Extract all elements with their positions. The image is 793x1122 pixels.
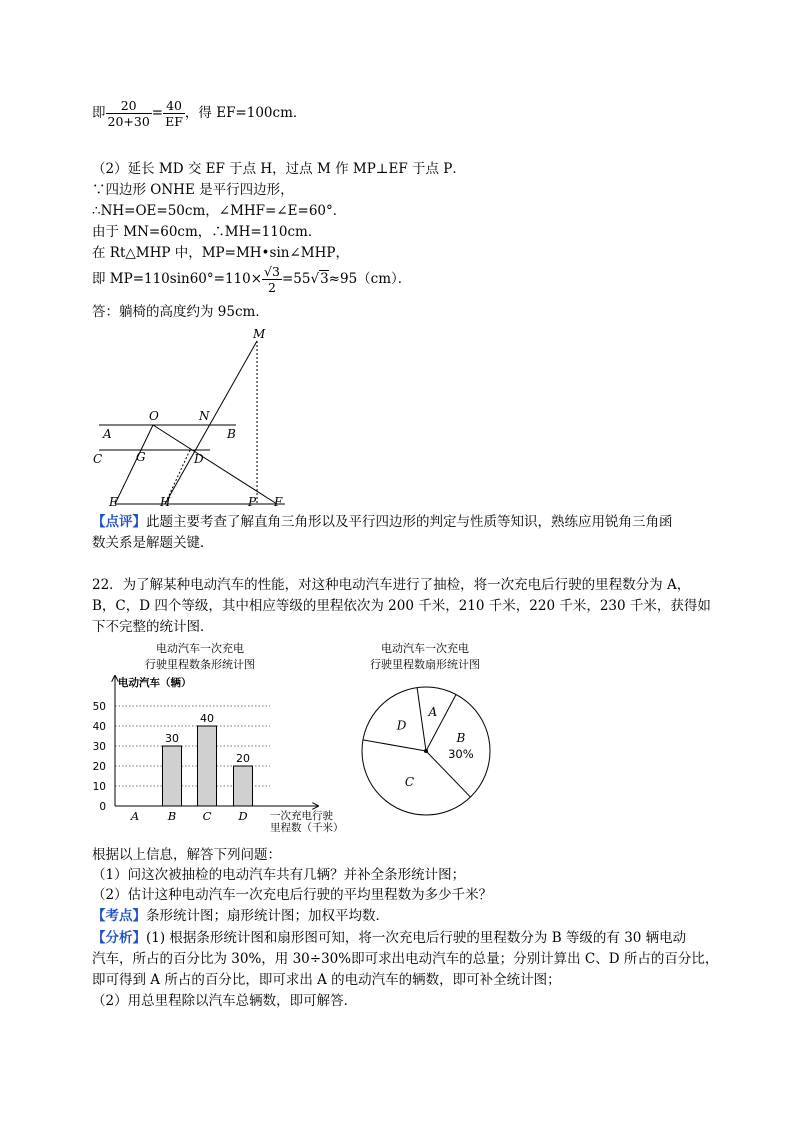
fraction-sqrt3-over-2: $\frac{√3}{2}$: [264, 264, 280, 295]
fraction-2: $\frac{40}{EF}$: [165, 98, 183, 129]
bar-y-tick: 40: [92, 721, 106, 733]
bar-value-label: 30: [165, 732, 179, 745]
bar-x-label-2: 里程数（千米）: [270, 822, 344, 834]
bar-category-b: B: [167, 809, 177, 823]
bar-category-c: C: [202, 809, 212, 823]
label-h: H: [160, 495, 171, 509]
pie-label-c: C: [404, 775, 415, 790]
pie-label-d: D: [396, 718, 407, 733]
pie-label-a: A: [428, 704, 438, 719]
sqrt-3: √3: [310, 271, 329, 287]
kaodian-tag: 【考点】: [92, 908, 146, 924]
comment-line-2: 数关系是解题关键．: [92, 535, 214, 551]
question-22-line-2: B，C，D 四个等级，其中相应等级的里程依次为 200 千米，210 千米，220 千米，230 千米，获得如: [92, 598, 711, 614]
bar-y-tick: 20: [92, 761, 106, 773]
bar-y-label: 电动汽车（辆）: [118, 677, 192, 689]
label-p: P: [248, 495, 257, 509]
after-line-1: 根据以上信息，解答下列问题：: [92, 847, 281, 863]
bar-y-tick: 50: [92, 701, 106, 713]
label-c: C: [93, 452, 103, 466]
bar-x-label-1: 一次充电行驶: [270, 810, 333, 822]
kaodian-line: 【考点】条形统计图；扇形统计图；加权平均数．: [92, 908, 389, 924]
bar-y-tick: 10: [92, 781, 106, 793]
fenxi-line-2: 汽车，所占的百分比为 30%，用 30÷30%即可求出电动汽车的总量；分别计算出 C、D 所占的百分比，: [92, 951, 719, 967]
bar-c: [198, 726, 217, 806]
label-g: G: [136, 450, 146, 464]
pie-center: [424, 749, 428, 753]
pie-slice-boundary: [363, 740, 426, 751]
solution-line-3: ∴NH=OE=50cm，∠MHF=∠E=60°．: [92, 203, 347, 219]
bar-chart: [80, 672, 360, 840]
pie-label-b: B: [456, 731, 466, 746]
equation-ef: 即 $\frac{20}{20+30}$ = $\frac{40}{EF}$ ，得 EF=100cm．: [92, 98, 307, 129]
pie-chart: [355, 672, 515, 832]
question-22-line-3: 下不完整的统计图．: [92, 619, 214, 635]
bar-chart-title: 电动汽车一次充电 行驶里程数条形统计图: [145, 642, 255, 671]
pie-slice-boundary: [426, 694, 456, 751]
bar-value-label: 20: [236, 752, 250, 765]
label-d: D: [194, 452, 204, 466]
fenxi-line-3: 即可得到 A 所占的百分比，即可求出 A 的电动汽车的辆数，即可补全统计图；: [92, 972, 561, 988]
solution-line-1: （2）延长 MD 交 EF 于点 H，过点 M 作 MP⊥EF 于点 P．: [92, 161, 466, 177]
pie-slice-boundary: [417, 688, 426, 751]
bar-b: [163, 746, 182, 806]
label-e: E: [109, 495, 118, 509]
bar-category-d: D: [238, 809, 248, 823]
solution-line-6: 即 MP=110sin60°=110× $\frac{√3}{2}$ =55√3≈95（cm）．: [92, 264, 412, 295]
label-f: F: [274, 495, 283, 509]
segment-mh: [165, 341, 257, 504]
answer-line: 答：躺椅的高度约为 95cm．: [92, 304, 269, 320]
after-line-3: （2）估计这种电动汽车一次充电后行驶的平均里程数为多少千米？: [92, 887, 493, 903]
comment-line-1: 【点评】此题主要考查了解直角三角形以及平行四边形的判定与性质等知识，熟练应用锐角三角函: [92, 514, 673, 530]
comment-tag: 【点评】: [92, 514, 146, 530]
pie-percent-b: 30%: [448, 747, 474, 762]
after-line-2: （1）问这次被抽检的电动汽车共有几辆？并补全条形统计图；: [92, 867, 466, 883]
label-a: A: [103, 427, 112, 441]
bar-d: [234, 766, 253, 806]
bar-category-a: A: [130, 809, 140, 823]
segment-eo: [115, 425, 153, 504]
label-m: M: [253, 327, 266, 341]
fenxi-line-1: 【分析】(1) 根据条形统计图和扇形图可知，将一次充电后行驶的里程数分为 B 等级的有 30 辆电动: [92, 930, 687, 946]
label-o: O: [149, 409, 159, 423]
solution-line-5: 在 Rt△MHP 中，MP=MH•sin∠MHP，: [92, 245, 349, 261]
solution-line-4: 由于 MN=60cm，∴MH=110cm．: [92, 224, 322, 240]
fenxi-tag: 【分析】: [92, 930, 146, 946]
fraction-1: $\frac{20}{20+30}$: [107, 98, 150, 129]
bar-y-tick: 0: [99, 801, 106, 813]
label-b: B: [227, 427, 236, 441]
pie-chart-title: 电动汽车一次充电 行驶里程数扇形统计图: [370, 642, 480, 671]
question-22-line-1: 22．为了解某种电动汽车的性能，对这种电动汽车进行了抽检，将一次充电后行驶的里程数分为 A，: [92, 577, 691, 593]
label-n: N: [199, 409, 210, 423]
geometry-figure: [85, 322, 300, 512]
bar-value-label: 40: [200, 712, 214, 725]
bar-y-tick: 30: [92, 741, 106, 753]
solution-line-2: ∵四边形 ONHE 是平行四边形，: [92, 182, 294, 198]
fenxi-line-4: （2）用总里程除以汽车总辆数，即可解答．: [92, 993, 358, 1009]
